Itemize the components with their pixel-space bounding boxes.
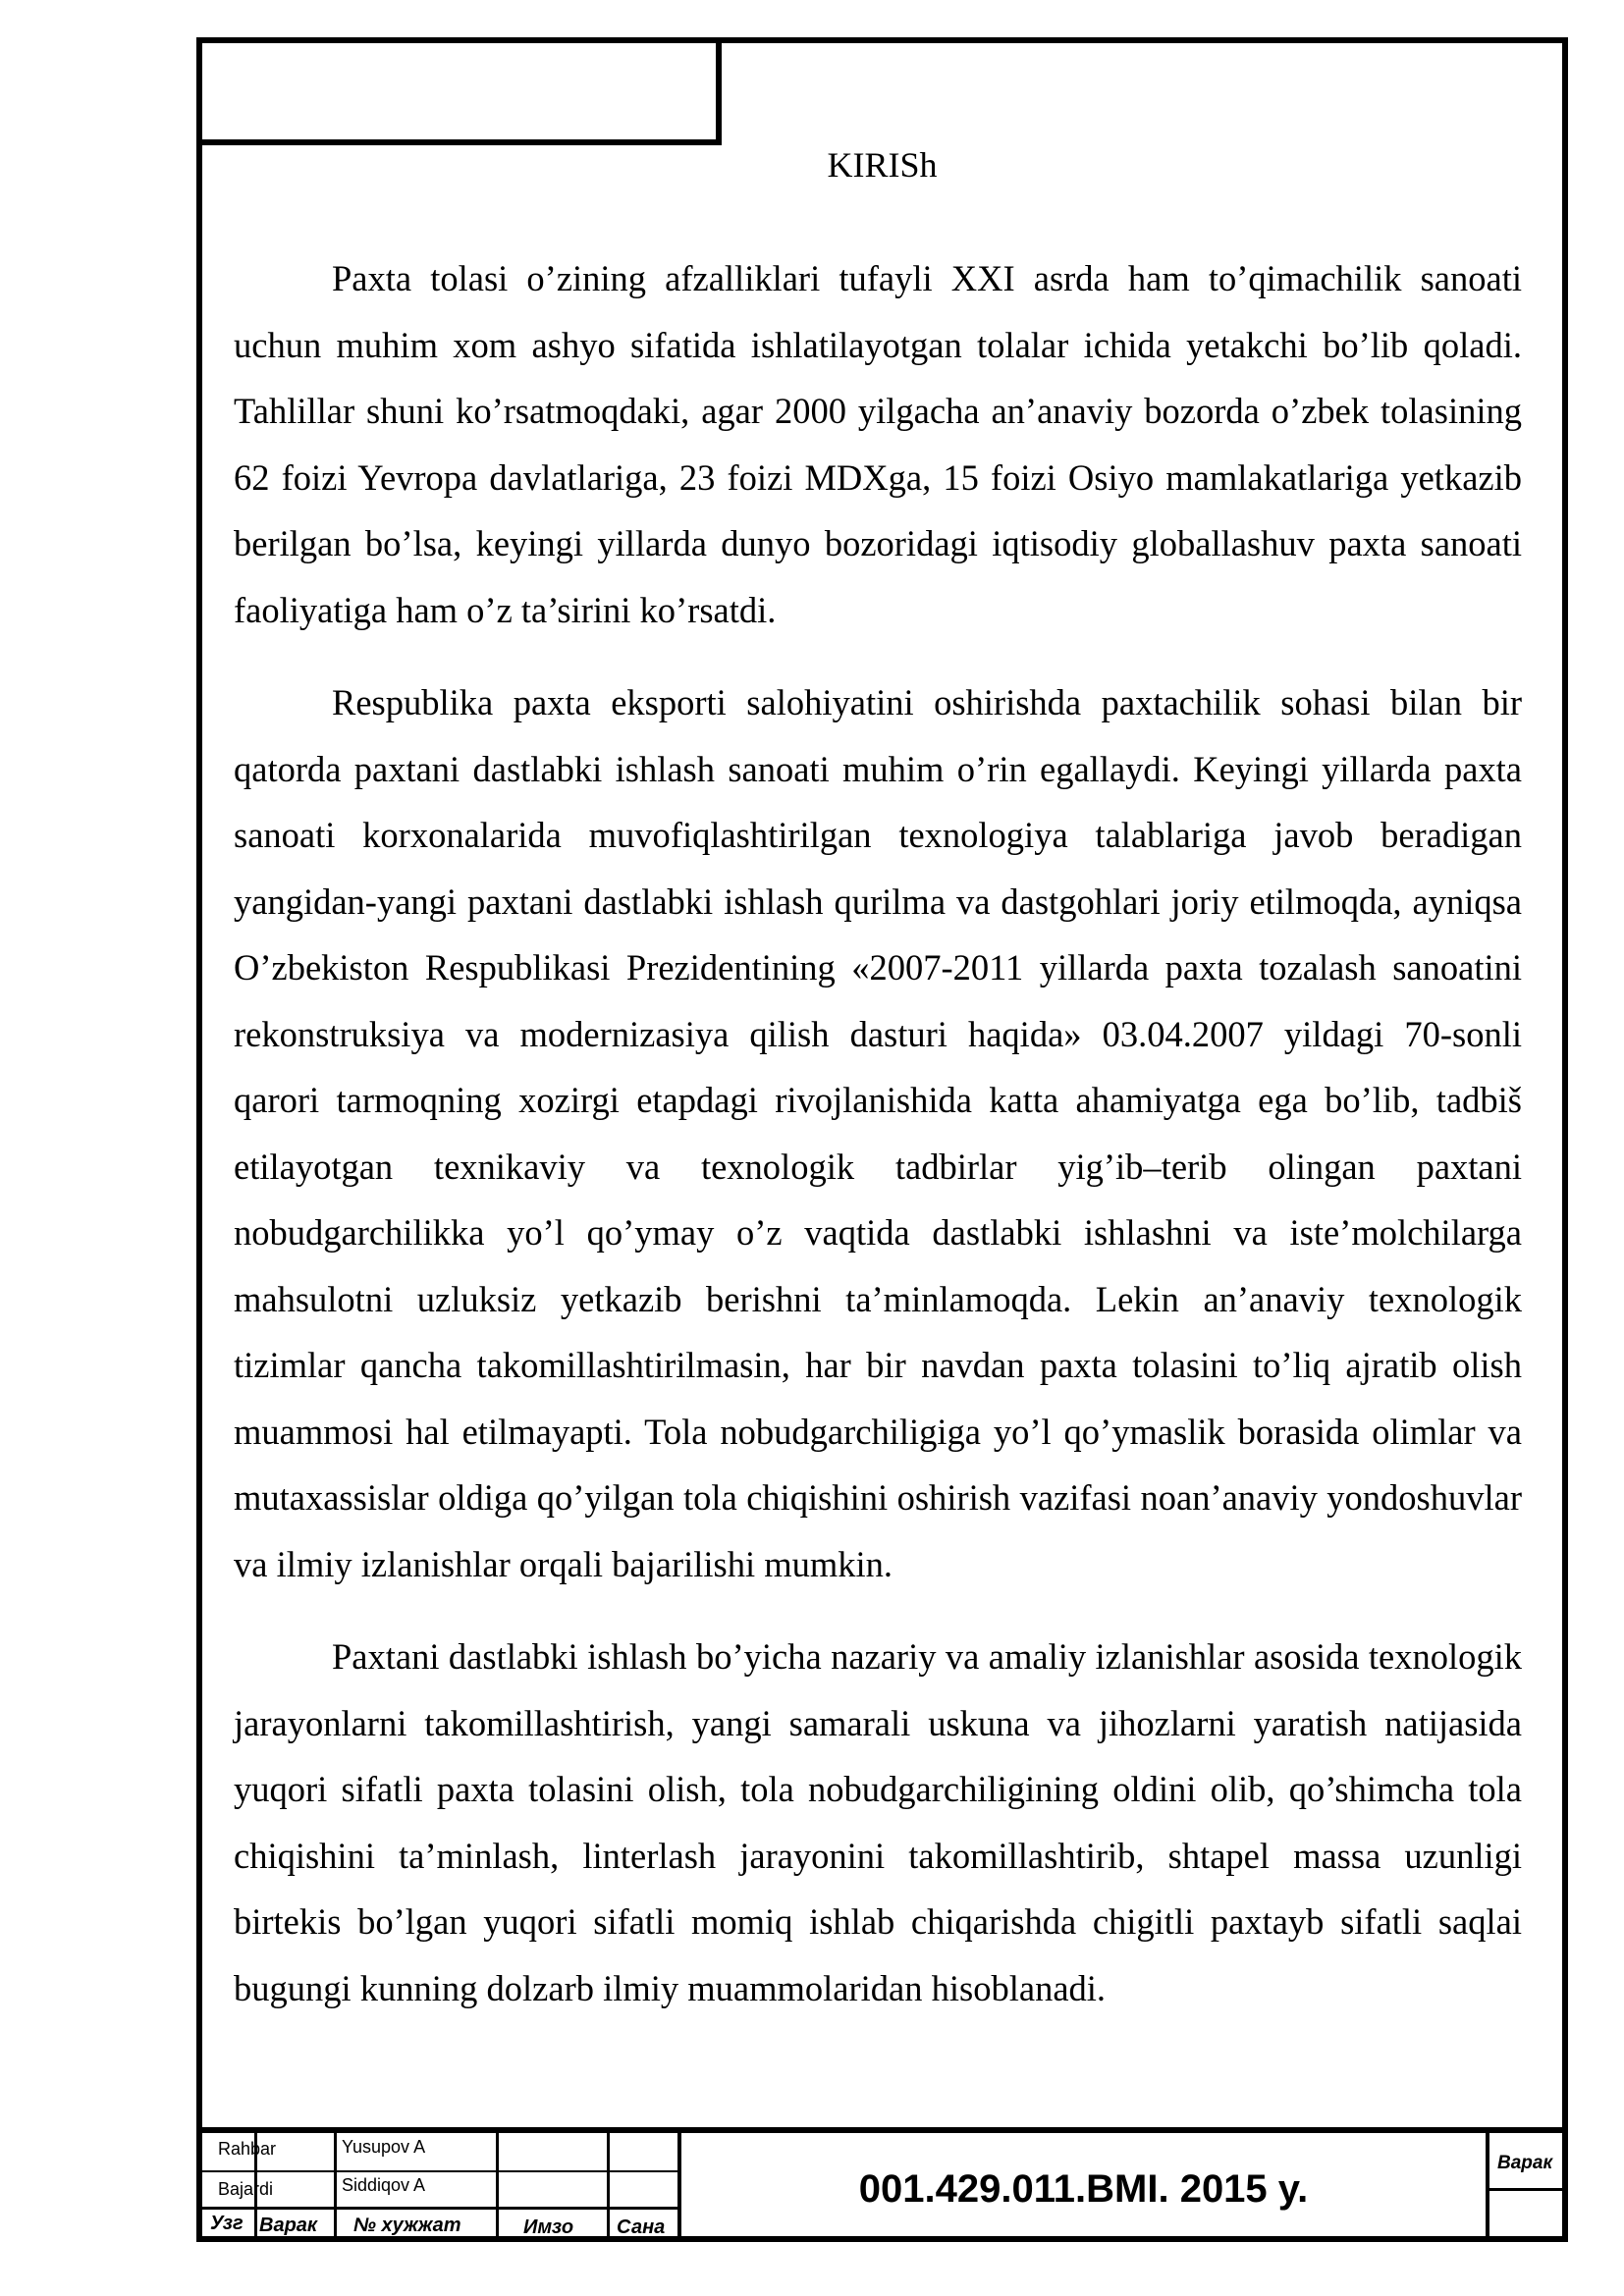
rahbar-label: Rahbar bbox=[218, 2139, 277, 2159]
col-uzg-label: Узг bbox=[210, 2213, 244, 2234]
body-text bbox=[234, 245, 1522, 2048]
bajardi-label: Bajardi bbox=[218, 2179, 274, 2199]
page-title: KIRISh bbox=[827, 145, 938, 185]
col-imzo-label: Имзо bbox=[523, 2216, 574, 2238]
paragraph-1: Paxta tolasi o’zining afzalliklari tufayli XXI asrda ham to’qimachilik sanoati uchun muhim xom ashyo sifatida ishlatilayotgan tolalar ichida yetakchi bo’lib qoladi. Tahlillar shuni ko’rsatmoqdaki, agar 2000 yilgacha an’anaviy bozorda o’zbek tolasining 62 foizi Yevropa davlatlariga, 23 foizi MDXga, 15 foizi Osiyo mamlakatlariga yetkazib berilgan bo’lsa, keyingi yillarda dunyo bozoridagi iqtisodiy globallashuv paxta sanoati faoliyatiga ham o’z ta’sirini ko’rsatdi. bbox=[234, 258, 1522, 630]
rahbar-name: Yusupov A bbox=[342, 2137, 426, 2157]
corner-box bbox=[196, 37, 722, 145]
col-hujjat-label: № хужжат bbox=[353, 2215, 461, 2236]
title-block-stamp bbox=[196, 2127, 1568, 2242]
paragraph-2: Respublika paxta eksporti salohiyatini oshirishda paxtachilik sohasi bilan bir qatorda paxtani dastlabki ishlash sanoati muhim o’rin egallaydi. Keyingi yillarda paxta sanoati korxonalarida muvofiqlashtirilgan texnologiya talablariga javob beradigan yangidan-yangi paxtani dastlabki ishlash qurilma va dastgohlari joriy etilmoqda, ayniqsa O’zbekiston Respublikasi Prezidentining «2007-2011 yillarda paxta tozalash sanoatini rekonstruksiya va modernizasiya qilish dasturi haqida» 03.04.2007 yildagi 70-sonli qarori tarmoqning xozirgi etapdagi rivojlanishida katta ahamiyatga ega bo’lib, tadbiš etilayotgan texnikaviy va texnologik tadbirlar yig’ib–terib olingan paxtani nobudgarchilikka yo’l qo’ymay o’z vaqtida dastlabki ishlashni va iste’molchilarga mahsulotni uzluksiz yetkazib berishni ta’minlamoqda. Lekin an’anaviy texnologik tizimlar qancha takomillashtirilmasin, har bir navdan paxta tolasini to’liq ajratib olish muammosi hal etilmayapti. Tola nobudgarchiligiga yo’l qo’ymaslik borasida olimlar va mutaxassislar oldiga qo’yilgan tola chiqishini oshirish vazifasi noan’anaviy yondoshuvlar va ilmiy izlanishlar orqali bajarilishi mumkin. bbox=[234, 682, 1522, 1584]
sheet-label: Варак bbox=[1497, 2153, 1553, 2173]
document-code: 001.429.011.BMI. 2015 y. bbox=[858, 2167, 1309, 2211]
col-varak-label: Варак bbox=[259, 2215, 318, 2236]
paragraph-3: Paxtani dastlabki ishlash bo’yicha nazariy va amaliy izlanishlar asosida texnologik jarayonlarni takomillashtirish, yangi samarali uskuna va jihozlarni yaratish natijasida yuqori sifatli paxta tolasini olish, tola nobudgarchiligining oldini olib, qo’shimcha tola chiqishini ta’minlash, linterlash jarayonini takomillashtirib, shtapel massa uzunligi birtekis bo’lgan yuqori sifatli momiq ishlab chiqarishda chigitli paxtayb sifatli saqlai bugungi kunning dolzarb ilmiy muammolaridan hisoblanadi. bbox=[234, 1636, 1522, 2008]
bajardi-name: Siddiqov A bbox=[342, 2175, 426, 2195]
col-sana-label: Сана bbox=[617, 2216, 666, 2238]
